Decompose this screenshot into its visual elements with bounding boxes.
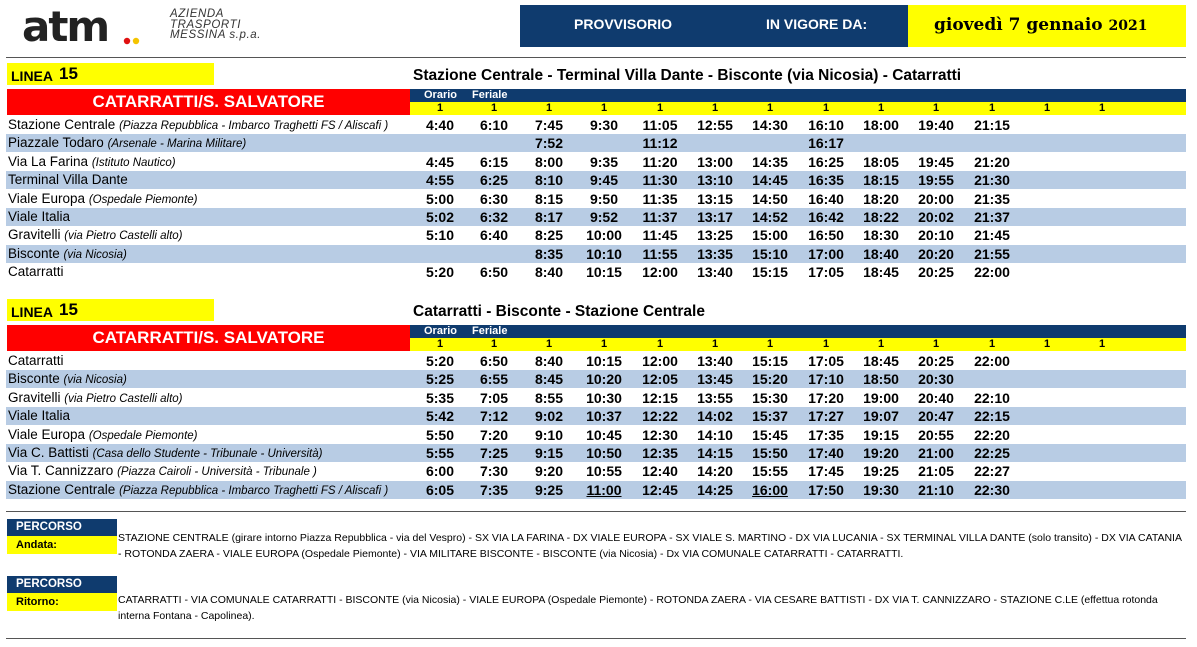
header-banner [520, 5, 910, 47]
departure-time: 17:20 [808, 389, 844, 406]
departure-time: 22:27 [974, 463, 1010, 480]
table-row [6, 116, 1186, 134]
stop-note: (Piazza Cairoli - Università - Tribunale ) [117, 466, 317, 479]
departure-time: 7:05 [479, 389, 509, 406]
percorso-ritorno-label: PERCORSO Ritorno: [7, 576, 117, 611]
departure-time: 7:25 [479, 445, 509, 461]
departure-time: 15:55 [752, 463, 788, 480]
run-numbers-strip [410, 338, 1186, 351]
departure-time: 16:42 [808, 209, 844, 225]
departure-time: 4:40 [425, 117, 455, 133]
departure-time: 11:30 [642, 172, 678, 189]
run-number: 1 [932, 102, 940, 114]
run-number: 1 [490, 338, 498, 350]
table-row [6, 134, 1186, 152]
departure-time: 13:45 [697, 371, 733, 388]
departure-time: 8:40 [534, 353, 564, 369]
table-row [6, 171, 1186, 189]
departure-time: 10:15 [586, 264, 622, 281]
departure-time: 8:55 [534, 389, 564, 406]
stop-name: Via C. Battisti (Casa dello Studente - Tribunale - Università) [8, 445, 323, 460]
departure-time: 21:30 [974, 172, 1010, 189]
departure-time: 11:37 [642, 209, 678, 225]
run-number: 1 [822, 102, 830, 114]
stop-name: Catarratti [8, 264, 64, 280]
departure-time: 15:45 [752, 426, 788, 443]
stop-note: (Casa dello Studente - Tribunale - Università) [92, 448, 323, 460]
run-number: 1 [822, 338, 830, 350]
stop-note: (Ospedale Piemonte) [88, 193, 198, 206]
departure-time: 21:00 [918, 445, 954, 461]
departure-time: 15:10 [752, 245, 788, 262]
departure-time: 13:40 [697, 264, 733, 281]
table-row [6, 426, 1186, 444]
departure-time: 13:10 [697, 172, 733, 189]
departure-time: 12:00 [642, 264, 678, 281]
departure-time: 13:55 [697, 389, 733, 406]
departure-time: 9:45 [589, 172, 619, 189]
stop-name: Via T. Cannizzaro (Piazza Cairoli - Università - Tribunale ) [8, 463, 317, 479]
linea-label: LINEA 15 [7, 63, 214, 85]
departure-time: 15:15 [752, 264, 788, 281]
departure-time: 21:10 [918, 481, 954, 498]
run-number: 1 [988, 338, 996, 350]
departure-time: 15:20 [752, 371, 788, 388]
departure-time: 19:20 [863, 445, 899, 461]
run-numbers-strip [410, 102, 1186, 115]
departure-time: 10:30 [586, 389, 622, 406]
departure-time: 5:10 [425, 227, 455, 244]
departure-time: 13:17 [697, 209, 733, 225]
departure-time: 5:55 [425, 445, 455, 461]
departure-time: 7:12 [479, 408, 509, 425]
run-number: 1 [436, 338, 444, 350]
departure-time: 15:30 [752, 389, 788, 406]
stop-name: Gravitelli (via Pietro Castelli alto) [8, 227, 183, 243]
departure-time: 18:50 [863, 371, 899, 388]
departure-time: 14:52 [752, 209, 788, 225]
departure-time: 13:25 [697, 227, 733, 244]
departure-time: 21:35 [974, 190, 1010, 207]
departure-time: 8:35 [534, 245, 564, 262]
departure-time: 10:55 [586, 463, 622, 480]
date-year: 2021 [1108, 18, 1148, 34]
departure-time: 20:30 [918, 371, 954, 388]
run-number: 1 [877, 102, 885, 114]
departure-time: 8:40 [534, 264, 564, 281]
departure-time: 9:20 [534, 463, 564, 480]
departure-time: 8:25 [534, 227, 564, 244]
departure-time: 13:00 [697, 153, 733, 170]
departure-time: 11:35 [642, 190, 678, 207]
table-row [6, 407, 1186, 425]
departure-time: 14:35 [752, 153, 788, 170]
departure-time: 11:05 [642, 117, 678, 133]
departure-time: 13:35 [697, 245, 733, 262]
departure-time: 9:25 [534, 481, 564, 498]
departure-time: 18:15 [863, 172, 899, 189]
departure-time: 8:17 [534, 209, 564, 225]
table-row [6, 226, 1186, 244]
departure-time: 22:00 [974, 353, 1010, 369]
stop-name: Via La Farina (Istituto Nautico) [8, 153, 176, 169]
departure-time: 17:50 [808, 481, 844, 498]
departure-time: 6:40 [479, 227, 509, 244]
departure-time: 13:40 [697, 353, 733, 369]
run-number: 1 [1043, 102, 1051, 114]
departure-time: 5:02 [425, 209, 455, 225]
departure-time: 10:20 [586, 371, 622, 388]
departure-time: 10:15 [586, 353, 622, 369]
departure-time: 6:00 [425, 463, 455, 480]
departure-time: 21:55 [974, 245, 1010, 262]
departure-time: 21:20 [974, 153, 1010, 170]
table-row [6, 263, 1186, 281]
departure-time: 12:35 [642, 445, 678, 461]
departure-time: 17:35 [808, 426, 844, 443]
departure-time: 9:30 [589, 117, 619, 133]
run-number: 1 [656, 338, 664, 350]
departure-time: 21:15 [974, 117, 1010, 133]
departure-time: 18:30 [863, 227, 899, 244]
divider [6, 638, 1186, 639]
departure-time: 19:30 [863, 481, 899, 498]
departure-time: 12:45 [642, 481, 678, 498]
run-number: 1 [600, 338, 608, 350]
stop-name: Stazione Centrale (Piazza Repubblica - Imbarco Traghetti FS / Aliscafi ) [8, 117, 389, 132]
departure-time: 7:45 [534, 117, 564, 133]
departure-time: 12:00 [642, 353, 678, 369]
departure-time: 15:00 [752, 227, 788, 244]
departure-time: 19:00 [863, 389, 899, 406]
departure-time: 11:20 [642, 153, 678, 170]
stop-name: Viale Italia [8, 408, 71, 424]
departure-time: 19:25 [863, 463, 899, 480]
departure-time: 16:50 [808, 227, 844, 244]
departure-time: 9:10 [534, 426, 564, 443]
departure-time: 12:30 [642, 426, 678, 443]
departure-time: 14:30 [752, 117, 788, 133]
stop-name: Viale Italia [8, 209, 71, 224]
effective-date [908, 5, 1186, 47]
departure-time: 18:45 [863, 353, 899, 369]
departure-time: 20:00 [918, 190, 954, 207]
departure-time: 14:20 [697, 463, 733, 480]
run-number: 1 [436, 102, 444, 114]
departure-time: 16:35 [808, 172, 844, 189]
departure-time: 4:45 [425, 153, 455, 170]
departure-time: 5:00 [425, 190, 455, 207]
departure-time: 19:55 [918, 172, 954, 189]
stop-note: (Piazza Repubblica - Imbarco Traghetti FS / Aliscafi ) [119, 484, 389, 497]
departure-time: 11:45 [642, 227, 678, 244]
departure-time: 18:05 [863, 153, 899, 170]
run-number: 1 [656, 102, 664, 114]
in-vigore-label: IN VIGORE DA: [766, 16, 868, 32]
departure-time: 18:40 [863, 245, 899, 262]
departure-time: 20:25 [918, 353, 954, 369]
departure-time: 22:10 [974, 389, 1010, 406]
divider [6, 57, 1186, 58]
departure-time: 20:20 [918, 245, 954, 262]
logo-yellow-dot [133, 38, 139, 44]
departure-time: 17:27 [808, 408, 844, 425]
departure-time: 19:15 [863, 426, 899, 443]
linea-number: 15 [59, 300, 78, 319]
logo-red-dot [124, 38, 130, 44]
departure-time: 14:15 [697, 445, 733, 461]
departure-time: 20:40 [918, 389, 954, 406]
percorso-andata-label: PERCORSO Andata: [7, 519, 117, 554]
departure-time: 15:15 [752, 353, 788, 369]
route-title: Stazione Centrale - Terminal Villa Dante - Bisconte (via Nicosia) - Catarratti [413, 67, 962, 84]
departure-time: 17:40 [808, 445, 844, 461]
linea-label: LINEA 15 [7, 299, 214, 321]
schedule-type-strip: Orario Feriale [410, 325, 1186, 338]
departure-time: 13:15 [697, 190, 733, 207]
percorso-ritorno-text: CATARRATTI - VIA COMUNALE CATARRATTI - BISCONTE (via Nicosia) - VIALE EUROPA (Ospedale Piemonte) - ROTONDA ZAERA - VIA CESARE BATTISTI - DX VIA T. CANNIZZARO - STAZIONE C.LE (effettua rotonda interna Fontana - Capolinea). [118, 594, 1158, 622]
departure-time: 7:35 [479, 481, 509, 498]
departure-time: 14:50 [752, 190, 788, 207]
departure-time: 22:25 [974, 445, 1010, 461]
departure-time: 7:20 [479, 426, 509, 443]
departure-time: 16:00 [752, 481, 788, 498]
departure-time: 18:45 [863, 264, 899, 281]
run-number: 1 [766, 102, 774, 114]
departure-time: 18:20 [863, 190, 899, 207]
departure-time: 11:55 [642, 245, 678, 262]
table-row [6, 352, 1186, 370]
departure-time: 15:37 [752, 408, 788, 425]
run-number: 1 [490, 102, 498, 114]
table-row [6, 208, 1186, 226]
departure-time: 20:47 [918, 408, 954, 425]
departure-time: 21:37 [974, 209, 1010, 225]
table-row [6, 370, 1186, 388]
departure-time: 9:52 [589, 209, 619, 225]
departure-time: 19:07 [863, 408, 899, 425]
stop-name: Gravitelli (via Pietro Castelli alto) [8, 389, 183, 405]
percorso-andata-text: STAZIONE CENTRALE (girare intorno Piazza Repubblica - via del Vespro) - SX VIA LA FARINA - DX VIALE EUROPA - SX VIALE S. MARTINO - DX VIA LUCANIA - SX TERMINAL VILLA DANTE (solo transito) - DX VIA CATANIA - ROTONDA ZAERA - VIALE EUROPA (Ospedale Piemonte) - VIA MILITARE BISCONTE - BISCONTE (via Nicosia) - Dx VIA COMUNALE CATARRATTI - CATARRATTI. [118, 532, 1182, 560]
stop-note: (via Pietro Castelli alto) [64, 392, 183, 405]
departure-time: 19:45 [918, 153, 954, 170]
departure-time: 20:10 [918, 227, 954, 244]
departure-time: 6:25 [479, 172, 509, 189]
departure-time: 12:22 [642, 408, 678, 425]
run-number: 1 [1098, 338, 1106, 350]
direction-banner: CATARRATTI/S. SALVATORE [7, 89, 410, 115]
departure-time: 14:10 [697, 426, 733, 443]
table-row [6, 153, 1186, 171]
departure-time: 20:25 [918, 264, 954, 281]
departure-time: 6:32 [479, 209, 509, 225]
stop-name: Viale Europa (Ospedale Piemonte) [8, 190, 198, 206]
stop-note: (Istituto Nautico) [91, 156, 176, 169]
table-row [6, 462, 1186, 480]
stop-note: (via Nicosia) [63, 374, 127, 387]
stop-note: (via Pietro Castelli alto) [64, 230, 183, 243]
departure-time: 6:50 [479, 353, 509, 369]
departure-time: 8:00 [534, 153, 564, 170]
route-title: Catarratti - Bisconte - Stazione Centrale [413, 303, 705, 320]
departure-time: 17:45 [808, 463, 844, 480]
departure-time: 20:02 [918, 209, 954, 225]
departure-time: 14:45 [752, 172, 788, 189]
table-row [6, 389, 1186, 407]
run-number: 1 [711, 102, 719, 114]
departure-time: 5:25 [425, 371, 455, 388]
departure-time: 9:50 [589, 190, 619, 207]
direction-banner: CATARRATTI/S. SALVATORE [7, 325, 410, 351]
departure-time: 6:05 [425, 481, 455, 498]
run-number: 1 [600, 102, 608, 114]
departure-time: 10:45 [586, 426, 622, 443]
departure-time: 11:12 [642, 135, 678, 152]
departure-time: 5:35 [425, 389, 455, 406]
divider [6, 511, 1186, 512]
departure-time: 22:15 [974, 408, 1010, 425]
run-number: 1 [766, 338, 774, 350]
departure-time: 8:45 [534, 371, 564, 388]
departure-time: 9:35 [589, 153, 619, 170]
provvisorio-label: PROVVISORIO [574, 16, 673, 32]
table-row [6, 444, 1186, 462]
departure-time: 12:15 [642, 389, 678, 406]
run-number: 1 [545, 338, 553, 350]
atm-logo [22, 8, 164, 48]
departure-time: 22:00 [974, 264, 1010, 281]
stop-name: Piazzale Todaro (Arsenale - Marina Militare) [8, 135, 247, 151]
stop-note: (via Nicosia) [63, 248, 127, 261]
departure-time: 16:40 [808, 190, 844, 207]
company-name: AZIENDA TRASPORTI MESSINA s.p.a. [170, 8, 262, 41]
departure-time: 5:20 [425, 353, 455, 369]
linea-number: 15 [59, 64, 78, 83]
departure-time: 17:05 [808, 353, 844, 369]
departure-time: 8:10 [534, 172, 564, 189]
departure-time: 4:55 [425, 172, 455, 189]
departure-time: 12:05 [642, 371, 678, 388]
departure-time: 10:00 [586, 227, 622, 244]
departure-time: 7:52 [534, 135, 564, 152]
stop-name: Bisconte (via Nicosia) [8, 245, 127, 261]
stop-name: Bisconte (via Nicosia) [8, 371, 127, 387]
run-number: 1 [1098, 102, 1106, 114]
departure-time: 19:40 [918, 117, 954, 133]
date-main: giovedì 7 gennaio [934, 15, 1103, 35]
departure-time: 20:55 [918, 426, 954, 443]
departure-time: 5:50 [425, 426, 455, 443]
stop-name: Catarratti [8, 353, 64, 368]
departure-time: 6:30 [479, 190, 509, 207]
stop-name: Terminal Villa Dante [8, 172, 128, 188]
departure-time: 22:20 [974, 426, 1010, 443]
departure-time: 5:42 [425, 408, 455, 425]
table-row [6, 481, 1186, 499]
schedule-type-strip: Orario Feriale [410, 89, 1186, 102]
stop-name: Stazione Centrale (Piazza Repubblica - Imbarco Traghetti FS / Aliscafi ) [8, 481, 389, 497]
departure-time: 10:50 [586, 445, 622, 461]
departure-time: 9:15 [534, 445, 564, 461]
departure-time: 22:30 [974, 481, 1010, 498]
run-number: 1 [545, 102, 553, 114]
departure-time: 6:15 [479, 153, 509, 170]
departure-time: 16:25 [808, 153, 844, 170]
departure-time: 21:05 [918, 463, 954, 480]
run-number: 1 [1043, 338, 1051, 350]
departure-time: 9:02 [534, 408, 564, 425]
departure-time: 8:15 [534, 190, 564, 207]
run-number: 1 [711, 338, 719, 350]
departure-time: 6:50 [479, 264, 509, 281]
logo-text: atm [22, 8, 109, 48]
departure-time: 12:40 [642, 463, 678, 480]
stop-note: (Piazza Repubblica - Imbarco Traghetti FS / Aliscafi ) [119, 120, 389, 132]
departure-time: 21:45 [974, 227, 1010, 244]
departure-time: 15:50 [752, 445, 788, 461]
departure-time: 6:10 [479, 117, 509, 133]
departure-time: 11:00 [586, 481, 622, 498]
departure-time: 5:20 [425, 264, 455, 281]
departure-time: 12:55 [697, 117, 733, 133]
table-row [6, 245, 1186, 263]
run-number: 1 [932, 338, 940, 350]
departure-time: 17:05 [808, 264, 844, 281]
table-row [6, 190, 1186, 208]
departure-time: 16:17 [808, 135, 844, 152]
run-number: 1 [988, 102, 996, 114]
departure-time: 10:37 [586, 408, 622, 425]
stop-note: (Ospedale Piemonte) [88, 429, 198, 442]
departure-time: 10:10 [586, 245, 622, 262]
departure-time: 16:10 [808, 117, 844, 133]
departure-time: 17:10 [808, 371, 844, 388]
departure-time: 17:00 [808, 245, 844, 262]
departure-time: 14:25 [697, 481, 733, 498]
departure-time: 6:55 [479, 371, 509, 388]
departure-time: 7:30 [479, 463, 509, 480]
departure-time: 18:22 [863, 209, 899, 225]
departure-time: 18:00 [863, 117, 899, 133]
stop-note: (Arsenale - Marina Militare) [107, 138, 247, 151]
stop-name: Viale Europa (Ospedale Piemonte) [8, 426, 198, 442]
run-number: 1 [877, 338, 885, 350]
departure-time: 14:02 [697, 408, 733, 425]
